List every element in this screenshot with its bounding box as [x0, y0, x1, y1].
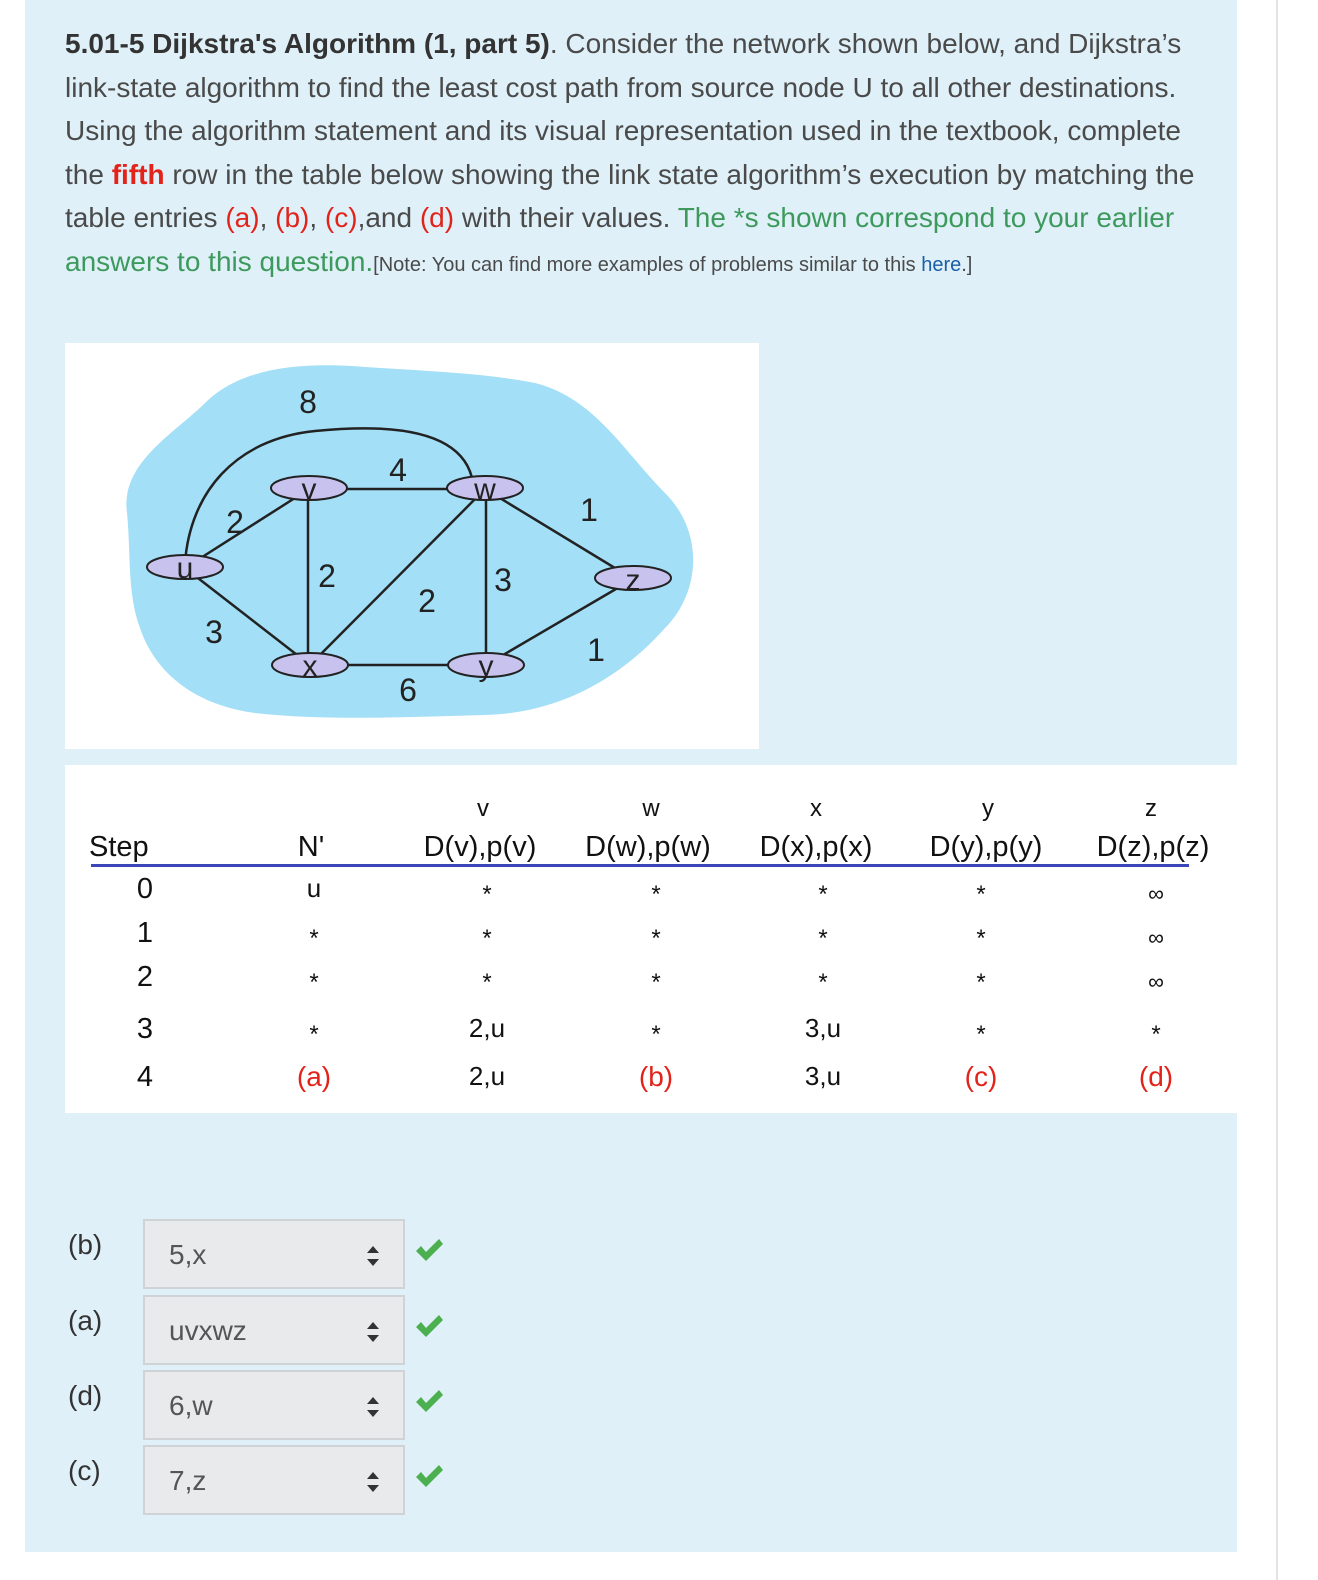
cost-y-z: 1 — [587, 632, 605, 668]
cost-u-w: 8 — [299, 384, 317, 420]
cell-row3-nprime: * — [309, 1021, 319, 1048]
question-body-1: . Consider the network shown below, and Dijkstra’s link-state algorithm to find the least cost path from source node U to all other destinations. Using the algorithm statement and its visual representation used in the textbook, complete the — [65, 28, 1182, 190]
node-label-z: z — [625, 564, 641, 597]
cell-row2-nprime: * — [309, 969, 319, 996]
cell-row3-dv: 2,u — [468, 1013, 506, 1043]
checkmark-icon — [414, 1463, 444, 1489]
network-diagram — [65, 343, 759, 749]
answer-label: (a) — [68, 1305, 103, 1336]
question-title: 5.01-5 Dijkstra's Algorithm (1, part 5) — [65, 28, 550, 59]
col-top-header-x: x — [810, 795, 822, 822]
cell-row0-dw: * — [651, 881, 661, 908]
cell-row2-dv: * — [482, 969, 492, 996]
selected-value: 5,x — [169, 1239, 207, 1270]
node-label-y: y — [478, 650, 494, 683]
answer-row-b — [0, 1219, 500, 1289]
checkmark-icon — [414, 1237, 444, 1263]
cell-row4-dx: 3,u — [804, 1061, 842, 1091]
col-header-dz: D(z),p(z) — [1096, 831, 1210, 863]
entry-c-ref: (c) — [324, 202, 358, 234]
col-top-header-v: v — [477, 795, 489, 822]
separator: ,and — [357, 202, 420, 234]
checkmark-icon — [414, 1388, 444, 1414]
entry-a-ref: (a) — [225, 202, 260, 234]
cell-row2-step: 2 — [136, 961, 154, 993]
col-header-dx: D(x),p(x) — [759, 831, 873, 863]
answer-row-c — [0, 1445, 500, 1515]
page-divider — [1276, 0, 1278, 1580]
separator: , — [309, 202, 325, 234]
cost-u-v: 2 — [226, 504, 244, 540]
examples-link[interactable]: here — [921, 253, 962, 276]
cost-v-x: 2 — [318, 558, 336, 594]
cell-row1-dv: * — [482, 925, 492, 952]
cell-row4-dv: 2,u — [468, 1061, 506, 1091]
question-text — [65, 22, 1215, 288]
network-graph — [65, 343, 759, 749]
cell-row2-dy: * — [976, 969, 986, 996]
note-prefix: [Note: You can find more examples of problems similar to this — [373, 253, 922, 276]
entry-b-ref: (b) — [275, 202, 310, 234]
cell-row2-dw: * — [651, 969, 661, 996]
answer-label: (d) — [68, 1380, 103, 1411]
separator: , — [259, 202, 276, 234]
cell-row4-step: 4 — [136, 1061, 154, 1093]
header-rule — [91, 864, 1189, 867]
asterisk-note: The *s shown correspond to your earlier answers to this question. — [65, 202, 1175, 277]
answer-select-d[interactable] — [143, 1370, 405, 1440]
answer-row-a — [0, 1295, 500, 1365]
cost-x-w: 2 — [418, 583, 436, 619]
cell-row4-dw: (b) — [638, 1061, 674, 1092]
dijkstra-table — [65, 765, 1237, 1113]
question-body-3: with their values. — [454, 202, 678, 234]
col-top-header-w: w — [642, 795, 660, 822]
cell-row1-step: 1 — [136, 917, 154, 949]
answer-label: (b) — [68, 1229, 103, 1260]
note-suffix: .] — [961, 253, 973, 276]
col-top-header-z: z — [1145, 795, 1157, 822]
fifth-emphasis: fifth — [111, 158, 165, 190]
selected-value: 7,z — [169, 1465, 207, 1496]
cost-v-w: 4 — [389, 452, 407, 488]
cell-row3-dz: * — [1151, 1021, 1161, 1048]
cost-u-x: 3 — [205, 614, 223, 650]
node-label-x: x — [302, 650, 318, 683]
cell-row1-dz: ∞ — [1148, 925, 1164, 950]
cell-row0-nprime: u — [306, 873, 322, 903]
col-header-step: Step — [89, 831, 149, 863]
answer-select-c[interactable] — [143, 1445, 405, 1515]
col-header-dv: D(v),p(v) — [423, 831, 537, 863]
cell-row1-dw: * — [651, 925, 661, 952]
updown-arrows-icon — [363, 1469, 383, 1495]
cell-row2-dz: ∞ — [1148, 969, 1164, 994]
question-body-2: row in the table below showing the link state algorithm’s execution by matching the table entries — [65, 158, 1195, 234]
answer-row-d — [0, 1370, 500, 1440]
cell-row4-dz: (d) — [1138, 1061, 1174, 1092]
selected-value: uvxwz — [169, 1315, 247, 1346]
updown-arrows-icon — [363, 1243, 383, 1269]
cell-row4-nprime: (a) — [296, 1061, 332, 1092]
cell-row1-dx: * — [818, 925, 828, 952]
node-label-u: u — [176, 552, 194, 585]
cell-row3-step: 3 — [136, 1013, 154, 1045]
cell-row0-dx: * — [818, 881, 828, 908]
answer-select-b[interactable] — [143, 1219, 405, 1289]
selected-value: 6,w — [169, 1390, 213, 1421]
col-top-header-y: y — [982, 795, 994, 822]
cell-row3-dx: 3,u — [804, 1013, 842, 1043]
cell-row1-dy: * — [976, 925, 986, 952]
cell-row2-dx: * — [818, 969, 828, 996]
col-header-dw: D(w),p(w) — [585, 831, 711, 863]
answer-select-a[interactable] — [143, 1295, 405, 1365]
cell-row0-step: 0 — [136, 873, 154, 905]
checkmark-icon — [414, 1313, 444, 1339]
col-header-nprime: N' — [297, 831, 325, 863]
cost-x-y: 6 — [399, 672, 417, 708]
cost-w-z: 1 — [580, 492, 598, 528]
answer-label: (c) — [68, 1455, 101, 1486]
cell-row4-dy: (c) — [964, 1061, 998, 1092]
updown-arrows-icon — [363, 1394, 383, 1420]
entry-d-ref: (d) — [419, 202, 455, 234]
node-label-w: w — [474, 473, 496, 506]
cell-row3-dw: * — [651, 1021, 661, 1048]
cell-row0-dy: * — [976, 881, 986, 908]
cell-row3-dy: * — [976, 1021, 986, 1048]
node-label-v: v — [301, 473, 317, 506]
col-header-dy: D(y),p(y) — [929, 831, 1043, 863]
cell-row0-dz: ∞ — [1148, 881, 1164, 906]
cost-w-y: 3 — [494, 562, 512, 598]
cell-row1-nprime: * — [309, 925, 319, 952]
updown-arrows-icon — [363, 1319, 383, 1345]
cell-row0-dv: * — [482, 881, 492, 908]
